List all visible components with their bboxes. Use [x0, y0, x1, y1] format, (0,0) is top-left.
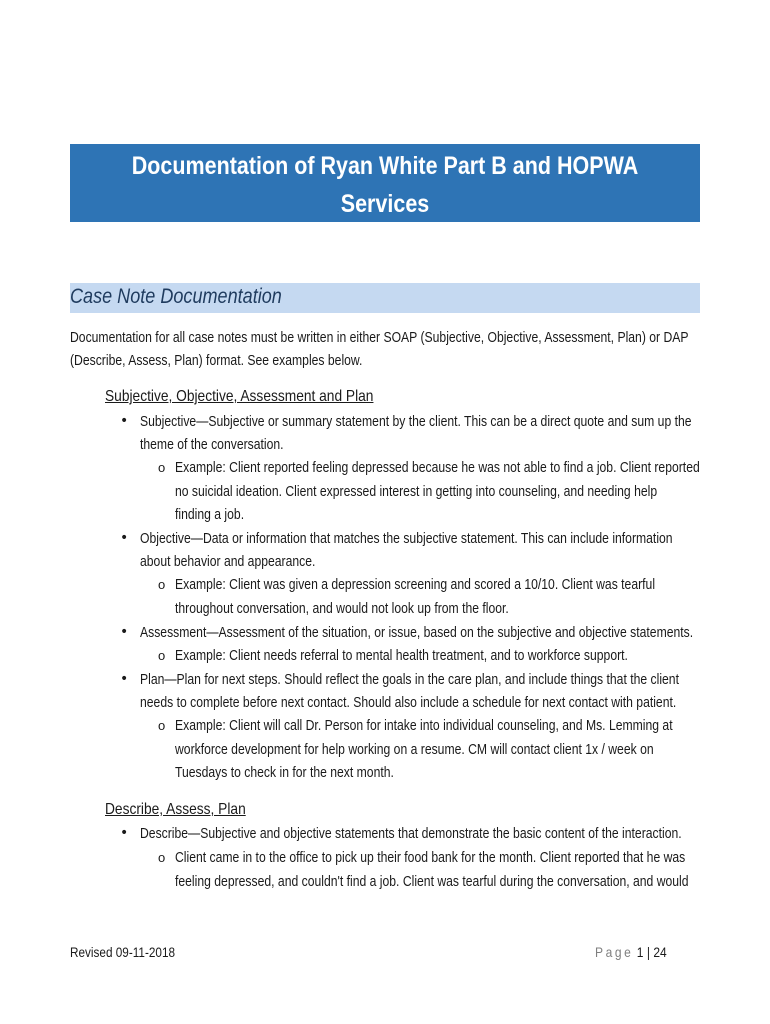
sub-bullet-marker: o: [158, 460, 166, 475]
page-current: 1: [636, 944, 644, 960]
revised-date: Revised 09-11-2018: [70, 944, 176, 960]
objective-example-line-1: Example: Client was given a depression screening and scored a 10/10. Client was tearful: [175, 577, 656, 593]
page-title-line-2: Services: [340, 190, 430, 218]
page-title-line-1: Documentation of Ryan White Part B and HOPWA: [131, 152, 639, 180]
bullet-marker: •: [120, 624, 129, 640]
section-heading: Case Note Documentation: [70, 285, 282, 308]
plan-example-line-2: workforce development for help working on a resume. CM will contact client 1x / week on: [175, 742, 654, 758]
title-banner: [70, 144, 700, 222]
bullet-marker: •: [120, 671, 129, 687]
sub-bullet-marker: o: [158, 850, 166, 865]
objective-line-2: about behavior and appearance.: [140, 554, 316, 570]
describe-line-1: Describe—Subjective and objective statements that demonstrate the basic content of the interaction.: [140, 826, 682, 842]
page-word: Page: [595, 944, 634, 960]
assessment-line-1: Assessment—Assessment of the situation, or issue, based on the subjective and objective statements.: [140, 625, 694, 641]
objective-line-1: Objective—Data or information that matches the subjective statement. This can include information: [140, 531, 673, 547]
dap-heading: Describe, Assess, Plan: [105, 801, 246, 818]
intro-line-2: (Describe, Assess, Plan) format. See examples below.: [70, 353, 363, 369]
sub-bullet-marker: o: [158, 718, 166, 733]
assessment-example-line-1: Example: Client needs referral to mental health treatment, and to workforce support.: [175, 648, 628, 664]
describe-example-line-2: feeling depressed, and couldn't find a job. Client was tearful during the conversation, and would: [175, 874, 689, 890]
page-number: [595, 944, 667, 960]
plan-example-line-1: Example: Client will call Dr. Person for intake into individual counseling, and Ms. Lemming at: [175, 718, 673, 734]
subjective-example-line-1: Example: Client reported feeling depressed because he was not able to find a job. Client reported: [175, 460, 700, 476]
sub-bullet-marker: o: [158, 648, 166, 663]
plan-example-line-3: Tuesdays to check in for the next month.: [175, 765, 394, 781]
objective-example-line-2: throughout conversation, and would not look up from the floor.: [175, 601, 509, 617]
subjective-example-line-3: finding a job.: [175, 507, 245, 523]
sub-bullet-marker: o: [158, 577, 166, 592]
plan-line-2: needs to complete before next contact. Should also include a schedule for next contact with patient.: [140, 695, 677, 711]
page-separator: |: [646, 944, 650, 960]
plan-line-1: Plan—Plan for next steps. Should reflect the goals in the care plan, and include things that the client: [140, 672, 679, 688]
subjective-example-line-2: no suicidal ideation. Client expressed interest in getting into counseling, and needing help: [175, 484, 658, 500]
section-heading-bar: [70, 283, 700, 313]
describe-example-line-1: Client came in to the office to pick up their food bank for the month. Client reported that he was: [175, 850, 686, 866]
bullet-marker: •: [120, 413, 129, 429]
bullet-marker: •: [120, 530, 129, 546]
bullet-marker: •: [120, 825, 129, 841]
subjective-line-1: Subjective—Subjective or summary statement by the client. This can be a direct quote and sum up the: [140, 414, 692, 430]
soap-heading: Subjective, Objective, Assessment and Plan: [105, 388, 374, 405]
intro-line-1: Documentation for all case notes must be written in either SOAP (Subjective, Objective, Assessment, Plan) or DAP: [70, 330, 689, 346]
page-total: 24: [653, 944, 667, 960]
subjective-line-2: theme of the conversation.: [140, 437, 284, 453]
